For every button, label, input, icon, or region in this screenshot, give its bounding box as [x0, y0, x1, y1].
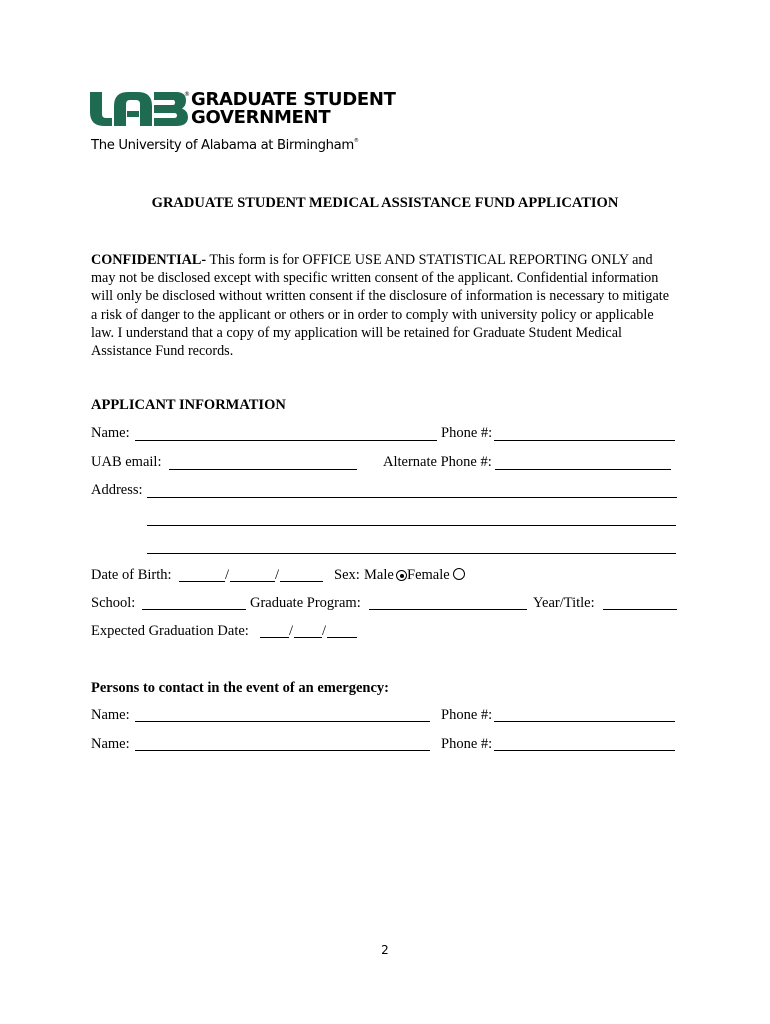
- dob-year-field[interactable]: [280, 581, 323, 582]
- emergency-phone-label: Phone #:: [441, 736, 493, 752]
- female-label: Female: [407, 567, 450, 583]
- uab-email-label: UAB email:: [91, 454, 162, 470]
- dob-label: Date of Birth:: [91, 567, 172, 583]
- logo-subtitle: The University of Alabama at Birmingham®: [91, 138, 359, 153]
- emergency-name-field-1[interactable]: [135, 721, 430, 722]
- phone-field[interactable]: [494, 440, 675, 441]
- grad-day-field[interactable]: [294, 637, 322, 638]
- confidential-text: This form is for OFFICE USE AND STATISTICAL REPORTING ONLY and may not be disclosed except with specific written consent of the applicant. Confidential information will only be disclosed without written consent if the disclosure of information is necessary to mitigate a risk of danger to the applicant or others or in order to comply with university policy or applicable law. I understand that a copy of my application will be retained for Graduate Student Medical Assistance Fund records.: [91, 252, 670, 360]
- applicant-section-heading: APPLICANT INFORMATION: [91, 397, 286, 413]
- emergency-name-field-2[interactable]: [135, 750, 430, 751]
- dob-separator: /: [275, 567, 280, 583]
- emergency-name-label: Name:: [91, 736, 130, 752]
- alternate-phone-field[interactable]: [495, 469, 671, 470]
- sex-label: Sex:: [334, 567, 360, 583]
- phone-label: Phone #:: [441, 425, 493, 441]
- year-title-field[interactable]: [603, 609, 677, 610]
- grad-date-separator: /: [322, 623, 327, 639]
- emergency-phone-label: Phone #:: [441, 707, 493, 723]
- female-radio[interactable]: [453, 568, 465, 580]
- grad-month-field[interactable]: [260, 637, 289, 638]
- school-label: School:: [91, 595, 136, 611]
- address-line-1[interactable]: [147, 497, 677, 498]
- male-radio[interactable]: [396, 570, 407, 581]
- grad-date-separator: /: [289, 623, 294, 639]
- address-line-2[interactable]: [147, 525, 676, 526]
- expected-graduation-label: Expected Graduation Date:: [91, 623, 249, 639]
- logo-title: GRADUATE STUDENT GOVERNMENT: [191, 89, 396, 128]
- confidential-notice: [91, 251, 676, 360]
- graduate-program-field[interactable]: [369, 609, 527, 610]
- uab-logo-icon: [90, 92, 188, 126]
- page-title: GRADUATE STUDENT MEDICAL ASSISTANCE FUND APPLICATION: [151, 195, 619, 211]
- dob-month-field[interactable]: [179, 581, 225, 582]
- radio-selected-dot: [400, 574, 404, 578]
- dob-day-field[interactable]: [230, 581, 275, 582]
- alternate-phone-label: Alternate Phone #:: [383, 454, 492, 470]
- address-line-3[interactable]: [147, 553, 676, 554]
- school-field[interactable]: [142, 609, 246, 610]
- grad-year-field[interactable]: [327, 637, 357, 638]
- registered-mark: ®: [184, 91, 190, 98]
- emergency-phone-field-2[interactable]: [494, 750, 675, 751]
- address-label: Address:: [91, 482, 143, 498]
- graduate-program-label: Graduate Program:: [250, 595, 361, 611]
- year-title-label: Year/Title:: [533, 595, 595, 611]
- dob-separator: /: [225, 567, 230, 583]
- male-label: Male: [364, 567, 394, 583]
- emergency-section-heading: Persons to contact in the event of an emergency:: [91, 680, 389, 696]
- emergency-phone-field-1[interactable]: [494, 721, 675, 722]
- uab-email-field[interactable]: [169, 469, 357, 470]
- emergency-name-label: Name:: [91, 707, 130, 723]
- page-number: 2: [381, 943, 389, 957]
- name-label: Name:: [91, 425, 130, 441]
- name-field[interactable]: [135, 440, 437, 441]
- confidential-heading: CONFIDENTIAL-: [91, 252, 207, 268]
